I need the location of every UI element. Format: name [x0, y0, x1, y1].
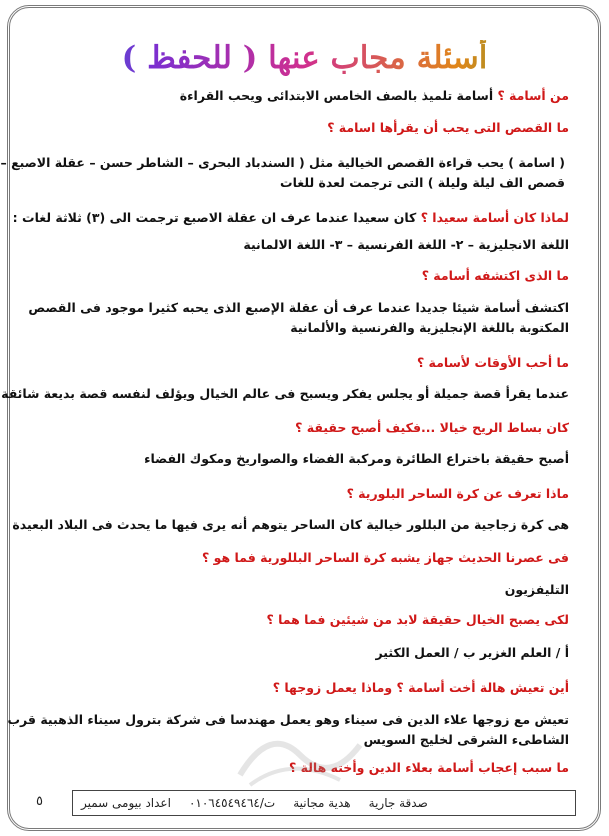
answer-line: [243, 237, 569, 253]
question-text: من أسامة ؟: [497, 88, 569, 103]
footer-author: اعداد بيومى سمير: [81, 796, 171, 810]
question-text: كان بساط الريح خيالا ...فكيف أصبح حقيقة ؟: [295, 420, 569, 435]
answer-text: الشاطىء الشرقى لخليج السويس: [363, 732, 569, 747]
question-line: [266, 612, 569, 628]
answer-text: اكتشف أسامة شيئا جديدا عندما عرف أن عقلة الإصبع الذى يحبه كثيرا موجود فى القصص: [28, 300, 569, 315]
answer-line: [1, 386, 569, 402]
question-line: [347, 486, 569, 502]
question-line: [180, 88, 569, 104]
footer-phone: ت/٠١٠٦٤٥٤٩٤٦٤: [188, 796, 276, 810]
footer-gift: هدية مجانية: [293, 796, 351, 810]
question-text: ماذا تعرف عن كرة الساحر البلورية ؟: [346, 486, 569, 501]
question-line: [202, 550, 569, 566]
question-text: أين تعيش هالة أخت أسامة ؟ وماذا يعمل زوجها ؟: [272, 680, 569, 695]
answer-text: اللغة الانجليزية – ٢- اللغة الفرنسية – ٣- اللغة الالمانية: [243, 237, 569, 252]
page-number: ٥: [36, 794, 43, 809]
footer: [72, 790, 576, 816]
answer-line: [364, 732, 569, 748]
question-line: [13, 210, 569, 226]
answer-line: [144, 451, 569, 467]
answer-line: [12, 517, 569, 533]
answer-line: [376, 645, 569, 661]
question-text: ما سبب إعجاب أسامة بعلاء الدين وأخته هالة ؟: [289, 760, 569, 775]
answer-text: هى كرة زجاجية من البللور خيالية كان الساحر يتوهم أنه يرى فيها ما يحدث فى البلاد البعيدة: [12, 517, 569, 532]
question-text: ما القصص التى يحب أن يقرأها اسامة ؟: [327, 120, 569, 135]
question-line: [327, 120, 569, 136]
answer-line: [28, 300, 569, 316]
answer-line: [505, 582, 569, 598]
page-title: أسئلة مجاب عنها ( للحفظ ): [0, 40, 609, 76]
answer-text: المكتوبة باللغة الإنجليزية والفرنسية والألمانية: [290, 320, 569, 335]
answer-text: عندما يقرأ قصة جميلة أو يجلس يفكر ويسبح فى عالم الخيال ويؤلف لنفسه قصة بديعة شائقة: [1, 386, 569, 401]
question-text: ما الذى اكتشفه أسامة ؟: [421, 268, 569, 283]
answer-text: ( اسامة ) يحب قراءة القصص الخيالية مثل ( السندباد البحرى – الشاطر حسن – عقلة الاصبع –: [0, 155, 565, 170]
footer-charity: صدقة جارية: [368, 796, 428, 810]
question-text: لكى يصبح الخيال حقيقة لابد من شيئين فما هما ؟: [266, 612, 569, 627]
question-text: ما أحب الأوقات لأسامة ؟: [416, 355, 569, 370]
watermark-logo: [230, 715, 370, 795]
question-text: لماذا كان أسامة سعيدا ؟: [420, 210, 569, 225]
answer-text: قصص الف ليلة وليلة ) التى ترجمت لعدة للغات: [280, 175, 565, 190]
answer-text: أ / العلم الغزير ب / العمل الكثير: [375, 645, 569, 660]
answer-line: [0, 155, 565, 171]
question-line: [422, 268, 569, 284]
answer-text: أسامة تلميذ بالصف الخامس الابتدائى ويحب القراءة: [179, 88, 498, 103]
answer-line: [280, 175, 565, 191]
question-line: [417, 355, 569, 371]
question-line: [295, 420, 569, 436]
answer-text: التليفزيون: [504, 582, 569, 597]
answer-text: أصبح حقيقة باختراع الطائرة ومركبة الفضاء والصواريخ ومكوك الفضاء: [144, 451, 569, 466]
question-line: [273, 680, 569, 696]
answer-line: [290, 320, 569, 336]
answer-text: تعيش مع زوجها علاء الدين فى سيناء وهو يعمل مهندسا فى شركة بترول سيناء الذهبية قرب: [7, 712, 569, 727]
answer-text: كان سعيدا عندما عرف ان عقلة الاصبع ترجمت الى (٣) ثلاثة لغات :: [12, 210, 421, 225]
question-text: فى عصرنا الحديث جهاز يشبه كرة الساحر البللورية فما هو ؟: [202, 550, 569, 565]
